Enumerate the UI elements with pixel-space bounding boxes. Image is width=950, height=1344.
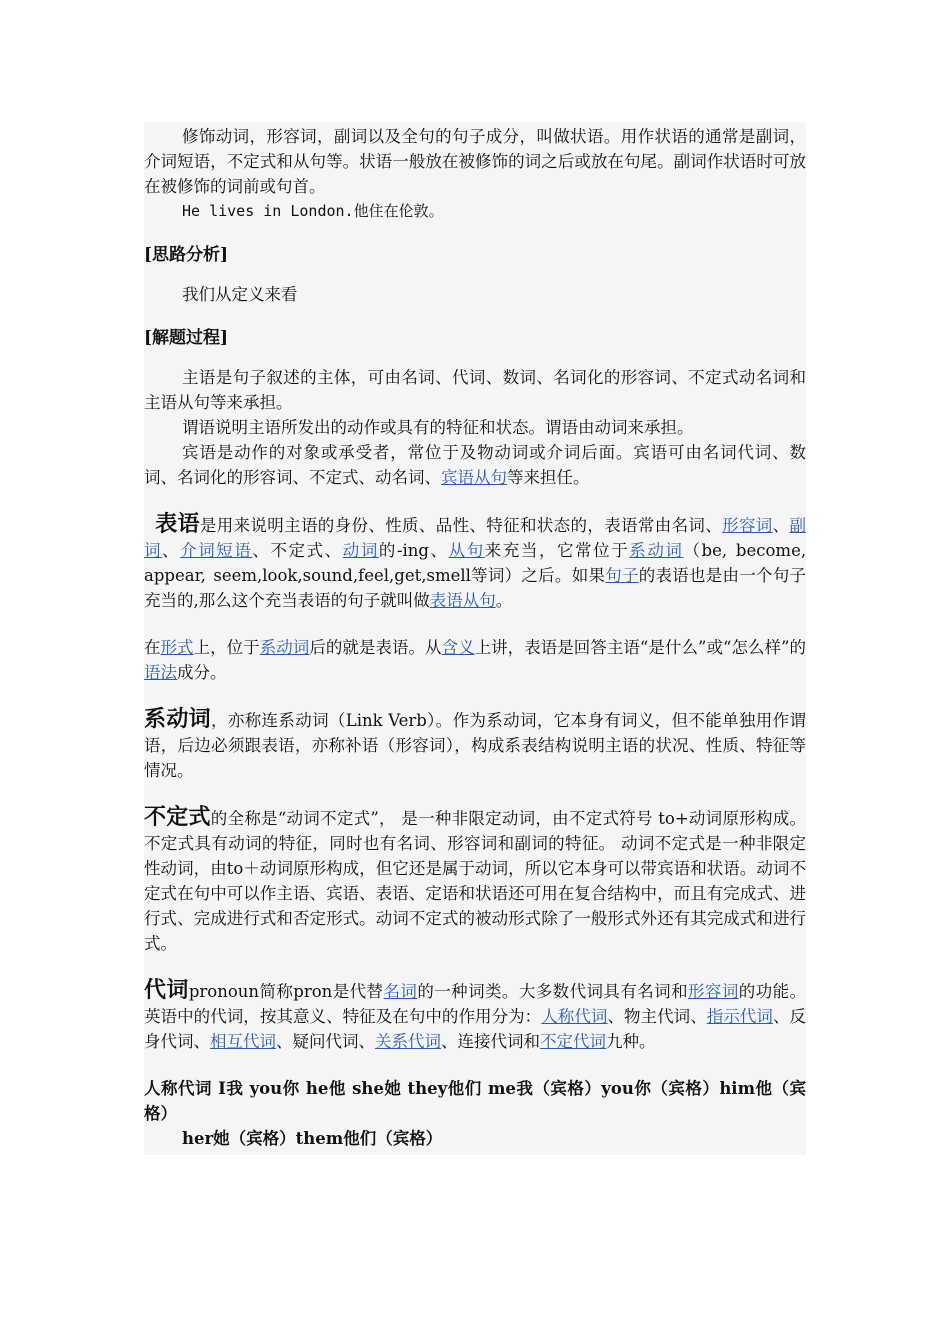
xidongci-paragraph: 系动词，亦称连系动词（Link Verb）。作为系动词，它本身有词义，但不能单独用作谓语，后边必须跟表语，亦称补语（形容词），构成系表结构说明主语的状况、性质、特征等情况。 [144,707,806,780]
link-prepositional-phrase[interactable]: 介词短语 [180,541,253,560]
link-verb[interactable]: 动词 [342,541,379,560]
pronoun-list-line-2: her她（宾格）them他们（宾格） [182,1129,443,1148]
link-indefinite-pronoun[interactable]: 不定代词 [540,1032,606,1051]
link-object-clause[interactable]: 宾语从句 [441,468,507,487]
link-grammar[interactable]: 语法 [144,663,177,682]
link-adverb[interactable]: 副词 [144,516,807,560]
term-biaoyu: 表语 [155,512,200,537]
link-relative-pronoun[interactable]: 关系代词 [375,1032,441,1051]
link-adjective-2[interactable]: 形容词 [688,982,739,1001]
link-noun[interactable]: 名词 [383,982,418,1001]
link-linking-verb[interactable]: 系动词 [629,541,684,560]
link-predicative-clause[interactable]: 表语从句 [429,591,496,610]
term-xidongci: 系动词 [144,707,212,732]
daici-paragraph: 代词pronoun简称pron是代替名词的一种词类。大多数代词具有名词和形容词的功能。英语中的代词，按其意义、特征及在句中的作用分为：人称代词、物主代词、指示代词、反身代词、相互代词、疑问代词、关系代词、连接代词和不定代词九种。 [144,978,807,1051]
link-adjective[interactable]: 形容词 [722,516,773,535]
biaoyu-paragraph: 表语是用来说明主语的身份、性质、品性、特征和状态的，表语常由名词、形容词、副词、介词短语、不定式、动词的-ing、从句来充当，它常位于系动词（be, become, appear, seem,look,sound,feel,get,smell等词）之后。如果句子的表语也是由一个句子充当的,那么这个充当表语的句子就叫做表语从句。 [144,512,807,610]
subject-paragraph: 主语是句子叙述的主体，可由名词、代词、数词、名词化的形容词、不定式动名词和主语从句等来承担。 [144,368,806,412]
link-linking-verb-2[interactable]: 系动词 [259,638,310,657]
link-demonstrative-pronoun[interactable]: 指示代词 [706,1007,773,1026]
process-heading: [解题过程] [144,328,229,348]
link-meaning[interactable]: 含义 [441,638,475,657]
link-form[interactable]: 形式 [160,638,194,657]
object-paragraph: 宾语是动作的对象或承受者，常位于及物动词或介词后面。宾语可由名词代词、数词、名词化的形容词、不定式、动名词、宾语从句等来担任。 [144,443,806,487]
analysis-text: 我们从定义来看 [182,285,298,304]
document-page [144,122,806,1155]
analysis-heading: [思路分析] [144,245,229,265]
form-paragraph: 在形式上，位于系动词后的就是表语。从含义上讲，表语是回答主语“是什么”或“怎么样”的语法成分。 [144,638,807,682]
pronoun-list-line-1: 人称代词 I我 you你 he他 she她 they他们 me我（宾格）you你（宾格）him他（宾格） [144,1079,806,1123]
link-personal-pronoun[interactable]: 人称代词 [541,1007,608,1026]
budingshi-paragraph: 不定式的全称是“动词不定式”， 是一种非限定动词，由不定式符号 to+动词原形构成。不定式具有动词的特征，同时也有名词、形容词和副词的特征。 动词不定式是一种非限定性动词，由to＋动词原形构成，但它还是属于动词，所以它本身可以带宾语和状语。动词不定式在句中可以作主语、宾语、表语、定语和状语还可用在复合结构中，而且有完成式、进行式、完成进行式和否定形式。动词不定式的被动形式除了一般形式外还有其完成式和进行式。 [144,805,806,953]
link-sentence[interactable]: 句子 [605,566,639,585]
link-reciprocal-pronoun[interactable]: 相互代词 [210,1032,276,1051]
predicate-paragraph: 谓语说明主语所发出的动作或具有的特征和状态。谓语由动词来承担。 [182,418,694,437]
term-daici: 代词 [144,978,189,1003]
intro-example: He lives in London.他住在伦敦。 [182,202,444,220]
link-clause[interactable]: 从句 [448,541,485,560]
term-budingshi: 不定式 [144,805,211,830]
intro-paragraph: 修饰动词，形容词，副词以及全句的句子成分，叫做状语。用作状语的通常是副词，介词短语，不定式和从句等。状语一般放在被修饰的词之后或放在句尾。副词作状语时可放在被修饰的词前或句首。 [144,127,806,196]
